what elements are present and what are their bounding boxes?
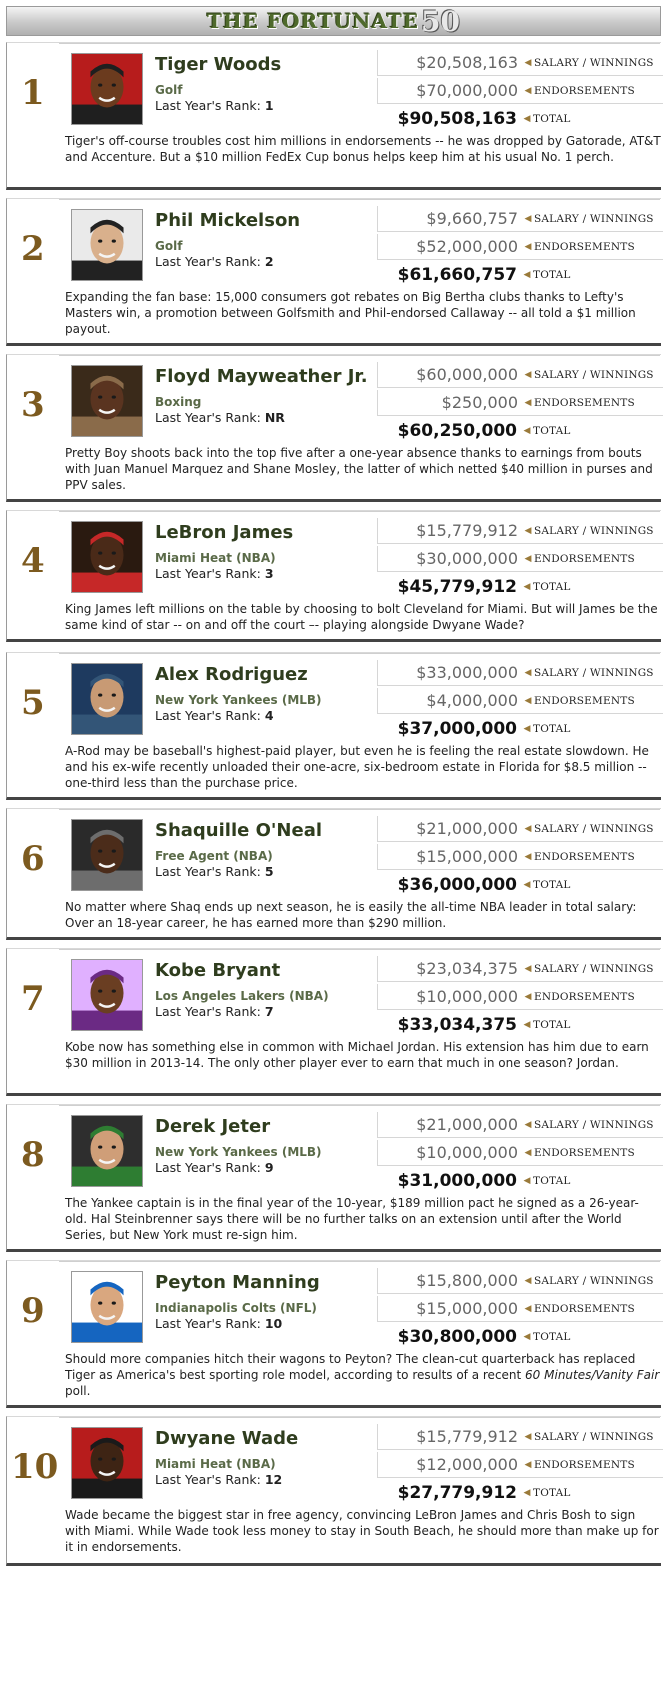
salary-amount: $15,779,912 (416, 521, 518, 540)
athlete-description (65, 601, 661, 633)
endorsements-label: ENDORSEMENTS (534, 1458, 635, 1471)
caret-left-icon: ◀ (523, 426, 531, 436)
athlete-name: Dwyane Wade (155, 1428, 299, 1449)
endorsements-amount: $4,000,000 (426, 691, 518, 710)
endorsements-row (377, 844, 663, 870)
salary-label: SALARY / WINNINGS (534, 56, 654, 69)
entry-divider (59, 43, 660, 44)
total-label: TOTAL (533, 113, 571, 125)
total-amount: $60,250,000 (397, 421, 517, 441)
endorsements-label: ENDORSEMENTS (534, 1146, 635, 1159)
athlete-team: Free Agent (NBA) (155, 849, 273, 863)
salary-row (377, 816, 663, 842)
athlete-description (65, 1507, 661, 1555)
total-label: TOTAL (533, 1487, 571, 1499)
total-label: TOTAL (533, 269, 571, 281)
total-row (377, 574, 663, 600)
endorsements-label: ENDORSEMENTS (534, 1302, 635, 1315)
athlete-photo-image (72, 664, 142, 734)
salary-amount: $15,779,912 (416, 1427, 518, 1446)
athlete-name: Alex Rodriguez (155, 664, 308, 685)
total-label: TOTAL (533, 425, 571, 437)
rank-number: 3 (21, 385, 45, 425)
athlete-name: Tiger Woods (155, 54, 282, 75)
total-amount: $31,000,000 (397, 1171, 517, 1191)
athlete-description (65, 445, 661, 493)
athlete-entry (6, 1416, 661, 1566)
description-text: The Yankee captain is in the final year of the 10-year, $189 million pact he signed as a 26-year-old. Hal Steinbrenner says there will be no further talks on an extension until after the World Series, but New York must re-sign him. (65, 1196, 639, 1242)
salary-row (377, 518, 663, 544)
endorsements-row (377, 1452, 663, 1478)
endorsements-amount: $52,000,000 (416, 237, 518, 256)
athlete-photo-image (72, 820, 142, 890)
endorsements-row (377, 688, 663, 714)
last-year-rank (155, 1472, 282, 1487)
athlete-photo-image (72, 1272, 142, 1342)
description-text: No matter where Shaq ends up next season, he is easily the all-time NBA leader in total salary: Over an 18-year career, he has earned more than $290 million. (65, 900, 637, 930)
caret-left-icon: ◀ (524, 851, 532, 862)
salary-amount: $9,660,757 (426, 209, 518, 228)
entry-divider (59, 1105, 660, 1106)
caret-left-icon: ◀ (523, 880, 531, 890)
athlete-name: LeBron James (155, 522, 294, 543)
salary-amount: $33,000,000 (416, 663, 518, 682)
entry-divider (59, 809, 660, 810)
salary-row (377, 1112, 663, 1138)
last-year-rank (155, 1316, 282, 1331)
endorsements-label: ENDORSEMENTS (534, 694, 635, 707)
athlete-entry (6, 1260, 661, 1408)
caret-left-icon: ◀ (524, 695, 532, 706)
salary-label: SALARY / WINNINGS (534, 368, 654, 381)
caret-left-icon: ◀ (523, 1020, 531, 1030)
total-row (377, 872, 663, 898)
salary-row (377, 1268, 663, 1294)
caret-left-icon: ◀ (524, 525, 532, 536)
caret-left-icon: ◀ (524, 397, 532, 408)
total-amount: $27,779,912 (397, 1483, 517, 1503)
endorsements-amount: $12,000,000 (416, 1455, 518, 1474)
endorsements-label: ENDORSEMENTS (534, 84, 635, 97)
athlete-photo-image (72, 210, 142, 280)
rank-number: 10 (11, 1447, 59, 1487)
last-year-rank (155, 708, 274, 723)
athlete-description (65, 289, 661, 337)
caret-left-icon: ◀ (524, 1275, 532, 1286)
endorsements-row (377, 234, 663, 260)
total-row (377, 106, 663, 132)
total-row (377, 1324, 663, 1350)
salary-amount: $21,000,000 (416, 819, 518, 838)
athlete-team: Miami Heat (NBA) (155, 551, 276, 565)
entry-divider (59, 1261, 660, 1262)
total-amount: $90,508,163 (397, 109, 517, 129)
caret-left-icon: ◀ (524, 1147, 532, 1158)
athlete-description (65, 133, 661, 165)
last-year-rank-value: 4 (264, 708, 274, 723)
rank-number: 9 (21, 1291, 45, 1331)
last-year-rank (155, 864, 274, 879)
caret-left-icon: ◀ (523, 1488, 531, 1498)
total-label: TOTAL (533, 723, 571, 735)
last-year-rank-label: Last Year's Rank: (155, 1316, 261, 1331)
rank-number: 5 (21, 683, 45, 723)
salary-row (377, 50, 663, 76)
total-label: TOTAL (533, 1019, 571, 1031)
endorsements-label: ENDORSEMENTS (534, 850, 635, 863)
last-year-rank (155, 1004, 274, 1019)
endorsements-row (377, 1296, 663, 1322)
salary-amount: $60,000,000 (416, 365, 518, 384)
caret-left-icon: ◀ (524, 963, 532, 974)
athlete-photo-image (72, 54, 142, 124)
description-text: King James left millions on the table by choosing to bolt Cleveland for Miami. But will James be the same kind of star -- on and off the court –- playing alongside Dwyane Wade? (65, 602, 658, 632)
salary-label: SALARY / WINNINGS (534, 666, 654, 679)
total-row (377, 418, 663, 444)
caret-left-icon: ◀ (523, 724, 531, 734)
athlete-entry (6, 948, 661, 1096)
last-year-rank-label: Last Year's Rank: (155, 1160, 261, 1175)
salary-amount: $21,000,000 (416, 1115, 518, 1134)
endorsements-amount: $15,000,000 (416, 847, 518, 866)
caret-left-icon: ◀ (524, 823, 532, 834)
salary-label: SALARY / WINNINGS (534, 962, 654, 975)
athlete-photo (71, 53, 143, 125)
athlete-team: Indianapolis Colts (NFL) (155, 1301, 317, 1315)
caret-left-icon: ◀ (523, 1176, 531, 1186)
athlete-entry (6, 652, 661, 800)
salary-row (377, 660, 663, 686)
description-text: Expanding the fan base: 15,000 consumers got rebates on Big Bertha clubs thanks to Lefty's Masters win, a promotion between Golfsmith and Phil-endorsed Callaway -- all told a $1 million payout. (65, 290, 636, 336)
caret-left-icon: ◀ (524, 369, 532, 380)
athlete-photo (71, 1427, 143, 1499)
athlete-photo-image (72, 960, 142, 1030)
caret-left-icon: ◀ (524, 1459, 532, 1470)
endorsements-row (377, 390, 663, 416)
athlete-entry (6, 42, 661, 190)
salary-row (377, 362, 663, 388)
athlete-description (65, 743, 661, 791)
last-year-rank-value: 5 (264, 864, 274, 879)
caret-left-icon: ◀ (524, 241, 532, 252)
athlete-name: Shaquille O'Neal (155, 820, 323, 841)
banner (6, 6, 661, 36)
total-amount: $45,779,912 (397, 577, 517, 597)
athlete-entry (6, 808, 661, 940)
rank-number: 6 (21, 839, 45, 879)
last-year-rank-label: Last Year's Rank: (155, 864, 261, 879)
endorsements-amount: $70,000,000 (416, 81, 518, 100)
endorsements-label: ENDORSEMENTS (534, 396, 635, 409)
description-text: Kobe now has something else in common with Michael Jordan. His extension has him due to earn $30 million in 2013-14. The only other player ever to earn that much in one season? Jordan. (65, 1040, 649, 1070)
entry-divider (59, 653, 660, 654)
last-year-rank-value: 1 (264, 98, 274, 113)
description-text: A-Rod may be baseball's highest-paid player, but even he is feeling the real estate slowdown. He and his ex-wife recently unloaded their one-acre, six-bedroom estate in Florida for $8.5 million -- one-third less than the purchase price. (65, 744, 649, 790)
last-year-rank-label: Last Year's Rank: (155, 566, 261, 581)
endorsements-amount: $250,000 (441, 393, 518, 412)
total-amount: $37,000,000 (397, 719, 517, 739)
athlete-name: Phil Mickelson (155, 210, 301, 231)
last-year-rank-label: Last Year's Rank: (155, 254, 261, 269)
caret-left-icon: ◀ (524, 1303, 532, 1314)
last-year-rank-value: 10 (264, 1316, 283, 1331)
salary-label: SALARY / WINNINGS (534, 212, 654, 225)
last-year-rank (155, 566, 274, 581)
salary-amount: $20,508,163 (416, 53, 518, 72)
last-year-rank-value: 9 (264, 1160, 274, 1175)
athlete-photo-image (72, 522, 142, 592)
athlete-name: Kobe Bryant (155, 960, 281, 981)
caret-left-icon: ◀ (524, 85, 532, 96)
last-year-rank-label: Last Year's Rank: (155, 708, 261, 723)
banner-title: THE FORTUNATE (206, 9, 420, 33)
salary-row (377, 206, 663, 232)
athlete-team: Los Angeles Lakers (NBA) (155, 989, 329, 1003)
athlete-entry (6, 510, 661, 642)
entry-divider (59, 949, 660, 950)
rank-number: 7 (21, 979, 45, 1019)
entry-divider (59, 355, 660, 356)
last-year-rank (155, 98, 274, 113)
athlete-entry (6, 198, 661, 346)
last-year-rank (155, 410, 285, 425)
total-row (377, 262, 663, 288)
salary-label: SALARY / WINNINGS (534, 1274, 654, 1287)
athlete-description (65, 1039, 661, 1071)
athlete-photo (71, 819, 143, 891)
caret-left-icon: ◀ (524, 57, 532, 68)
athlete-name: Floyd Mayweather Jr. (155, 366, 368, 387)
salary-label: SALARY / WINNINGS (534, 524, 654, 537)
athlete-photo (71, 365, 143, 437)
athlete-team: Golf (155, 83, 183, 97)
total-label: TOTAL (533, 1175, 571, 1187)
total-amount: $33,034,375 (397, 1015, 517, 1035)
entry-divider (59, 1417, 660, 1418)
salary-label: SALARY / WINNINGS (534, 1430, 654, 1443)
athlete-photo (71, 663, 143, 735)
description-tail: poll. (65, 1384, 91, 1398)
athlete-photo-image (72, 1116, 142, 1186)
total-row (377, 1480, 663, 1506)
salary-amount: $23,034,375 (416, 959, 518, 978)
endorsements-row (377, 78, 663, 104)
last-year-rank-label: Last Year's Rank: (155, 98, 261, 113)
total-amount: $61,660,757 (397, 265, 517, 285)
salary-amount: $15,800,000 (416, 1271, 518, 1290)
athlete-entry (6, 1104, 661, 1252)
last-year-rank-value: 3 (264, 566, 274, 581)
last-year-rank-value: NR (264, 410, 285, 425)
description-italic: 60 Minutes/Vanity Fair (525, 1368, 660, 1382)
total-label: TOTAL (533, 581, 571, 593)
athlete-description (65, 899, 661, 931)
athlete-team: Boxing (155, 395, 202, 409)
athlete-description (65, 1195, 661, 1243)
salary-row (377, 1424, 663, 1450)
caret-left-icon: ◀ (524, 667, 532, 678)
endorsements-label: ENDORSEMENTS (534, 552, 635, 565)
athlete-photo (71, 1271, 143, 1343)
endorsements-amount: $15,000,000 (416, 1299, 518, 1318)
caret-left-icon: ◀ (523, 582, 531, 592)
salary-label: SALARY / WINNINGS (534, 1118, 654, 1131)
total-label: TOTAL (533, 1331, 571, 1343)
rank-number: 2 (21, 229, 45, 269)
last-year-rank-label: Last Year's Rank: (155, 410, 261, 425)
athlete-name: Derek Jeter (155, 1116, 271, 1137)
athlete-name: Peyton Manning (155, 1272, 320, 1293)
total-amount: $36,000,000 (397, 875, 517, 895)
caret-left-icon: ◀ (523, 114, 531, 124)
total-label: TOTAL (533, 879, 571, 891)
last-year-rank-value: 2 (264, 254, 274, 269)
last-year-rank (155, 1160, 274, 1175)
caret-left-icon: ◀ (524, 213, 532, 224)
athlete-photo (71, 209, 143, 281)
endorsements-label: ENDORSEMENTS (534, 990, 635, 1003)
endorsements-amount: $10,000,000 (416, 1143, 518, 1162)
endorsements-row (377, 984, 663, 1010)
rank-number: 1 (21, 73, 45, 113)
total-row (377, 716, 663, 742)
athlete-photo-image (72, 366, 142, 436)
salary-label: SALARY / WINNINGS (534, 822, 654, 835)
rank-number: 8 (21, 1135, 45, 1175)
endorsements-label: ENDORSEMENTS (534, 240, 635, 253)
description-text: Tiger's off-course troubles cost him millions in endorsements -- he was dropped by Gatorade, AT&T and Accenture. But a $10 million FedEx Cup bonus helps keep him at his usual No. 1 perch. (65, 134, 661, 164)
endorsements-amount: $10,000,000 (416, 987, 518, 1006)
athlete-description (65, 1351, 661, 1399)
caret-left-icon: ◀ (524, 1431, 532, 1442)
entry-divider (59, 199, 660, 200)
total-row (377, 1012, 663, 1038)
athlete-team: Golf (155, 239, 183, 253)
description-text: Wade became the biggest star in free agency, convincing LeBron James and Chris Bosh to sign with Miami. While Wade took less money to stay in South Beach, he should more than make up for it in endorsements. (65, 1508, 659, 1554)
description-text: Pretty Boy shoots back into the top five after a one-year absence thanks to earnings from bouts with Juan Manuel Marquez and Shane Mosley, the latter of which netted $40 million in purses and PPV sales. (65, 446, 653, 492)
banner-number: 50 (421, 4, 460, 38)
last-year-rank-value: 7 (264, 1004, 274, 1019)
endorsements-amount: $30,000,000 (416, 549, 518, 568)
rank-number: 4 (21, 541, 45, 581)
athlete-team: New York Yankees (MLB) (155, 693, 322, 707)
athlete-photo (71, 521, 143, 593)
athlete-photo (71, 959, 143, 1031)
last-year-rank (155, 254, 274, 269)
description-text: Should more companies hitch their wagons to Peyton? The clean-cut quarterback has replaced Tiger as America's best sporting role model, according to results of a recent (65, 1352, 636, 1382)
entry-divider (59, 511, 660, 512)
last-year-rank-label: Last Year's Rank: (155, 1472, 261, 1487)
athlete-team: New York Yankees (MLB) (155, 1145, 322, 1159)
last-year-rank-label: Last Year's Rank: (155, 1004, 261, 1019)
caret-left-icon: ◀ (523, 270, 531, 280)
endorsements-row (377, 1140, 663, 1166)
caret-left-icon: ◀ (523, 1332, 531, 1342)
athlete-team: Miami Heat (NBA) (155, 1457, 276, 1471)
last-year-rank-value: 12 (264, 1472, 283, 1487)
caret-left-icon: ◀ (524, 1119, 532, 1130)
salary-row (377, 956, 663, 982)
athlete-entry (6, 354, 661, 502)
athlete-photo-image (72, 1428, 142, 1498)
total-amount: $30,800,000 (397, 1327, 517, 1347)
caret-left-icon: ◀ (524, 991, 532, 1002)
caret-left-icon: ◀ (524, 553, 532, 564)
athlete-photo (71, 1115, 143, 1187)
total-row (377, 1168, 663, 1194)
endorsements-row (377, 546, 663, 572)
